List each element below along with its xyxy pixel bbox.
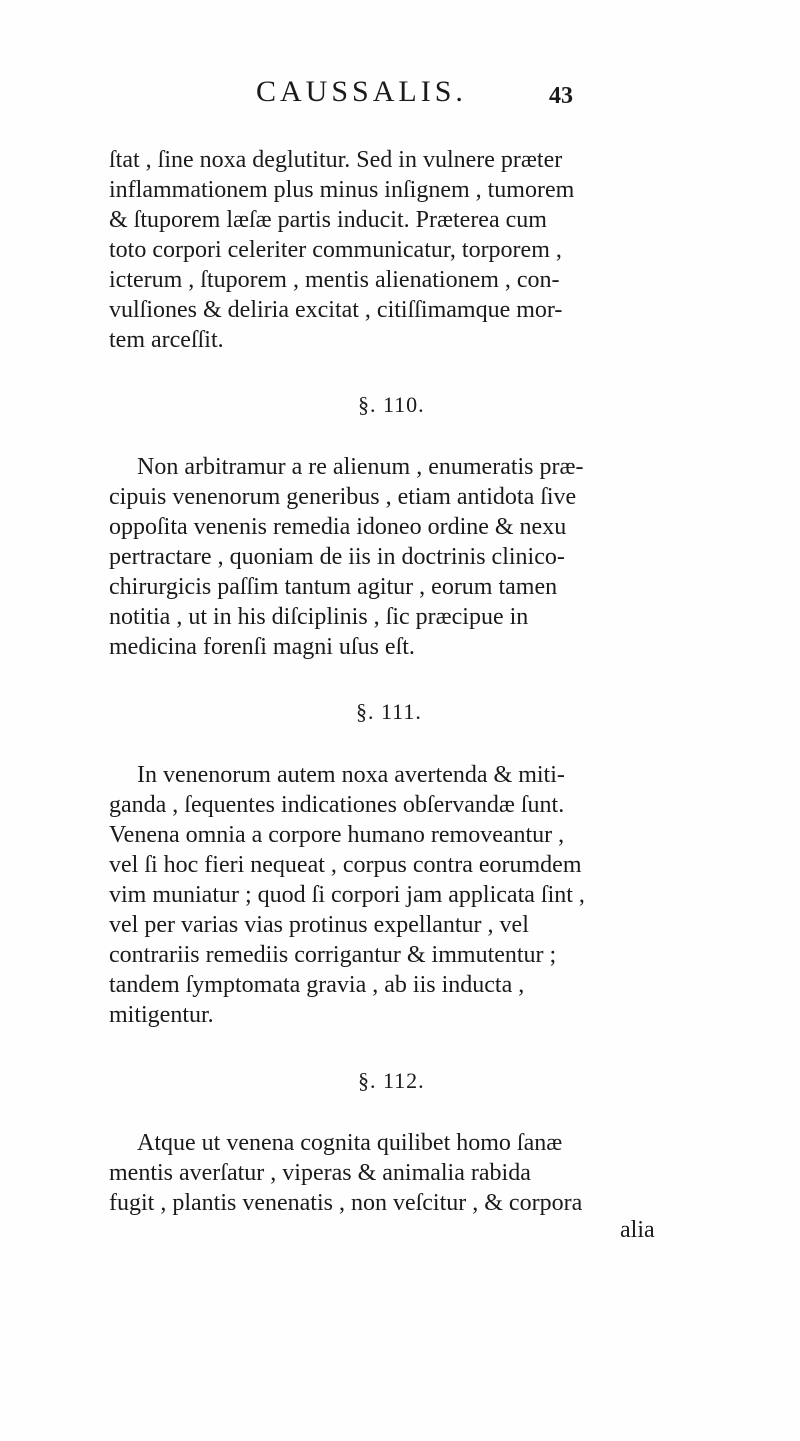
text-line: notitia , ut in his diſciplinis , ſic præcipue in xyxy=(109,604,529,630)
section-heading: §. 112. xyxy=(358,1068,425,1093)
text-line: Non arbitramur a re alienum , enumeratis præ- xyxy=(137,454,584,480)
text-line: toto corpori celeriter communicatur, torporem , xyxy=(109,237,562,263)
text-line: tandem ſymptomata gravia , ab iis inducta , xyxy=(109,972,525,998)
text-line: tem arceſſit. xyxy=(109,327,224,353)
text-line: ſtat , ſine noxa deglutitur. Sed in vulnere præter xyxy=(109,147,563,173)
section-heading: §. 111. xyxy=(356,699,422,724)
text-line: chirurgicis paſſim tantum agitur , eorum tamen xyxy=(109,574,558,600)
text-line: inflammationem plus minus inſignem , tumorem xyxy=(109,177,575,203)
text-line: ganda , ſequentes indicationes obſervandæ ſunt. xyxy=(109,792,565,818)
text-line: mitigentur. xyxy=(109,1002,214,1028)
catchword: alia xyxy=(620,1217,655,1243)
text-line: contrariis remediis corrigantur & immutentur ; xyxy=(109,942,557,968)
text-line: medicina forenſi magni uſus eſt. xyxy=(109,634,415,660)
text-line: vel per varias vias protinus expellantur , vel xyxy=(109,912,529,938)
text-line: Venena omnia a corpore humano removeantur , xyxy=(109,822,565,848)
text-line: pertractare , quoniam de iis in doctrinis clinico- xyxy=(109,544,565,570)
text-line: oppoſita venenis remedia idoneo ordine & nexu xyxy=(109,514,567,540)
text-line: vulſiones & deliria excitat , citiſſimamque mor- xyxy=(109,297,563,323)
text-line: icterum , ſtuporem , mentis alienationem , con- xyxy=(109,267,560,293)
text-line: cipuis venenorum generibus , etiam antidota ſive xyxy=(109,484,577,510)
text-line: vel ſi hoc fieri nequeat , corpus contra eorumdem xyxy=(109,852,582,878)
page-number: 43 xyxy=(549,83,573,109)
text-line: mentis averſatur , viperas & animalia rabida xyxy=(109,1160,531,1186)
text-line: & ſtuporem læſæ partis inducit. Præterea cum xyxy=(109,207,547,233)
text-line: Atque ut venena cognita quilibet homo ſanæ xyxy=(137,1130,563,1156)
text-line: In venenorum autem noxa avertenda & miti- xyxy=(137,762,565,788)
section-heading: §. 110. xyxy=(358,392,425,417)
text-line: fugit , plantis venenatis , non veſcitur , & corpora xyxy=(109,1190,583,1216)
text-line: vim muniatur ; quod ſi corpori jam applicata ſint , xyxy=(109,882,585,908)
running-title: CAUSSALIS. xyxy=(256,75,467,108)
running-head xyxy=(0,72,800,112)
